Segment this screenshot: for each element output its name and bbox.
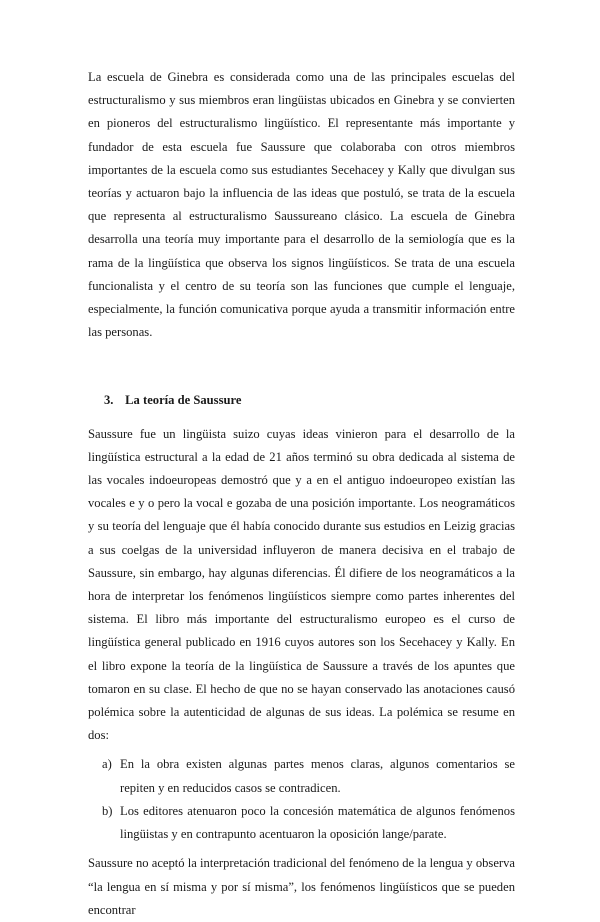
polemic-list xyxy=(88,753,515,846)
list-marker: b) xyxy=(102,803,113,818)
list-item-text: Los editores atenuaron poco la concesión matemática de algunos fenómenos lingüistas y en contrapunto acentuaron la oposición lange/parate. xyxy=(120,803,515,842)
section-heading xyxy=(88,389,515,412)
list-marker: a) xyxy=(102,757,112,772)
paragraph-ginebra: La escuela de Ginebra es considerada como una de las principales escuelas del estructuralismo y sus miembros eran lingüistas ubicados en Ginebra y se convierten en pioneros del estructuralismo lingüístico. El representante más importante y fundador de esta escuela fue Saussure que colaboraba con otros miembros importantes de la escuela como sus estudiantes Secehacey y Kally que divulgan sus teorías y actuaron bajo la influencia de las ideas que postuló, se trata de la escuela que representa al estructuralismo Saussureano clásico. La escuela de Ginebra desarrolla una teoría muy importante para el desarrollo de la semiología que es la rama de la lingüística que observa los signos lingüísticos. Se trata de una escuela funcionalista y el centro de su teoría son las funciones que cumple el lenguaje, especialmente, la función comunicativa porque ayuda a transmitir información entre las personas. xyxy=(88,70,515,340)
paragraph-saussure: Saussure fue un lingüista suizo cuyas ideas vinieron para el desarrollo de la lingüística estructural a la edad de 21 años terminó su obra dedicada al sistema de las vocales indoeuropeas demostró que y a en el antiguo indoeuropeo existían las vocales e y o pero la vocal e gozaba de una posición importante. Los neogramáticos y su teoría del lenguaje que él había conocido durante sus estudios en Leizig gracias a sus coelgas de la universidad influyeron de manera decisiva en el trabajo de Saussure, sin embargo, hay algunas diferencias. Él difiere de los neogramáticos a la hora de interpretar los fenómenos lingüísticos siempre como partes inherentes del sistema. El libro más importante del estructuralismo europeo es el curso de lingüística general publicado en 1916 cuyos autores son los Secehacey y Kally. En el libro expone la teoría de la lingüística de Saussure a través de los apuntes que tomaron en su clase. El hecho de que no se hayan conservado las anotaciones causó polémica sobre la autenticidad de algunas de sus ideas. La polémica se resume en dos: xyxy=(88,426,515,743)
list-item xyxy=(88,753,515,799)
section-number: 3. xyxy=(104,393,114,408)
section-title: La teoría de Saussure xyxy=(125,393,242,408)
document-body xyxy=(88,66,515,922)
paragraph-lengua: Saussure no aceptó la interpretación tradicional del fenómeno de la lengua y observa “la lengua en sí misma y por sí misma”, los fenómenos lingüísticos que se pueden encontrar xyxy=(88,856,515,917)
list-item xyxy=(88,800,515,846)
list-item-text: En la obra existen algunas partes menos claras, algunos comentarios se repiten y en reducidos casos se contradicen. xyxy=(120,757,515,795)
